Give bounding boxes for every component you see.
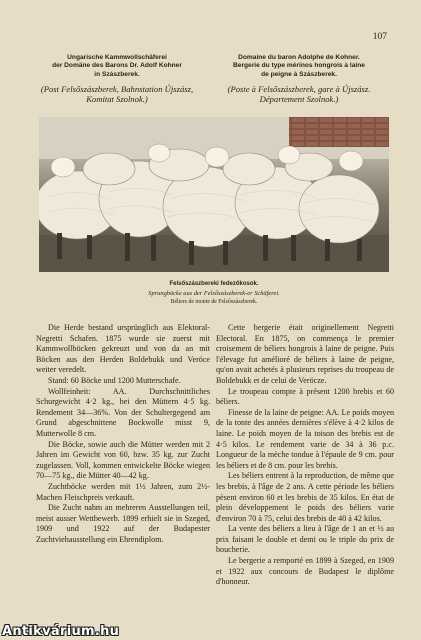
page-number: 107 <box>372 32 387 42</box>
photo-caption-title: Felsőszászbereki fedezőkosok. <box>169 281 259 287</box>
header-right <box>218 54 380 105</box>
french-paragraph: Le troupeau compte à présent 1200 brebis et 60 béliers. <box>216 386 394 407</box>
header-right-line1: Domaine du baron Adolphe de Kohner. <box>238 54 360 61</box>
header-left-line1: Ungarische Kammwollschäferei <box>67 54 167 61</box>
german-paragraph: Stand: 60 Böcke und 1200 Mutterschafe. <box>48 375 181 385</box>
german-paragraph: Zuchtböcke werden mit 1½ Jahren, zum 2½-Machen Fleischpreis verkauft. <box>36 481 210 502</box>
german-column <box>36 323 210 545</box>
header-left <box>36 54 198 105</box>
header-right-address <box>218 84 380 104</box>
french-paragraph: Cette bergerie était originellement Negretti Electoral. En 1875, on commença le premier croisement de béliers hongrois à laine de peigne. Puis l'élevage fut amélioré de béliers à laine de peigne, qu'on avait achetés à plusieurs reprises du troupeau de Boldebukk et de celui de Veröcze. <box>216 323 394 385</box>
header-right-italic2: Département Szolnok.) <box>259 94 339 105</box>
german-paragraph: Die Böcke, sowie auch die Mütter werden mit 2 Jahren im Gewicht von 60, bzw. 35 kg. zur Zucht zugelassen. Voll, kommen entwickelte Böcke wiegen 70—75 kg., die Mütter 40—42 kg. <box>36 439 210 481</box>
watermark-logo: Antikvárium.hu <box>2 624 120 639</box>
header-left-italic1: (Post Felsőszászberek, Bahnstation Újszász, <box>40 84 194 95</box>
german-paragraph: Wollfeinheit: AA. Durchschnittliches Schurgewicht 4·2 kg., bei den Müttern 4·5 kg. Rendement 34—36%. Von der Schultergegend am Grund abgeschnittene Bockwolle misst 9, Mutterwolle 8 cm. <box>36 386 210 438</box>
french-paragraph: Finesse de la laine de peigne: AA. Le poids moyen de la tonte des années dernières s'élève à 4·2 kilos de laine. Le poids moyen de la toison des brebis est de 4·5 kilos. Le rendement varie de 34 à 36 p.c. Longueur de la mèche tondue à l'épaule de 9 cm. pour les béliers et de 8 cm. pour les brebis. <box>216 407 394 470</box>
french-paragraph: Les béliers entrent à la reproduction, de même que les brebis, à l'âge de 2 ans. A cette période les béliers pèsent environ 60 et les brebis de 35 kilos. En état de plein développement le poids des béliers varie d'environ 70 à 75, celui des brebis de 40 à 42 kilos. <box>216 471 394 523</box>
german-paragraph: Die Herde bestand ursprünglich aus Elektoral-Negretti Schafen. 1875 wurde sie zuerst mit Kammwollböcken gekreuzt und von da an mit Böcken aus den Herden Boldebukk und Veröce weiter veredelt. <box>36 323 210 375</box>
sheep-photo <box>39 117 389 272</box>
header-right-line2: Bergerie du type mérinos hongrois à laine <box>233 62 365 70</box>
header-right-italic1: (Poste à Felsőszászberek, gare à Újszász. <box>227 84 371 95</box>
german-paragraph: Die Zucht nahm an mehreren Ausstellungen teil, meist ausser Wettbewerb. 1899 erhielt sie in Szeged, 1909 und 1922 auf der Budapester Zuchtviehausstellung ein Ehrendiplom. <box>36 503 210 544</box>
photo-caption-french: Béliers de monte de Felsőszászberek. <box>170 299 258 305</box>
header-left-italic2: Komitat Szolnok.) <box>86 94 148 105</box>
sheep-photo-drawing <box>39 117 389 272</box>
header-right-line3: de peigne à Szászberek. <box>261 70 337 78</box>
french-paragraph: Le bergerie a remporté en 1899 à Szeged, en 1909 et 1922 aux concours de Budapest le diplôme d'honneur. <box>216 556 394 587</box>
french-paragraph: La vente des béliers a lieu à l'âge de 1 an et ½ au prix faisant le double et demi ou le triple du prix de boucherie. <box>216 524 394 555</box>
photo-caption-german: Sprungböcke aus der Felsőszászberek-er Schäferei. <box>148 290 280 297</box>
header-left-line2: der Domäne des Barons Dr. Adolf Kohner <box>52 62 182 70</box>
header-left-address <box>36 84 198 104</box>
header-left-line3: in Szászberek. <box>94 70 140 78</box>
french-column <box>216 323 394 588</box>
